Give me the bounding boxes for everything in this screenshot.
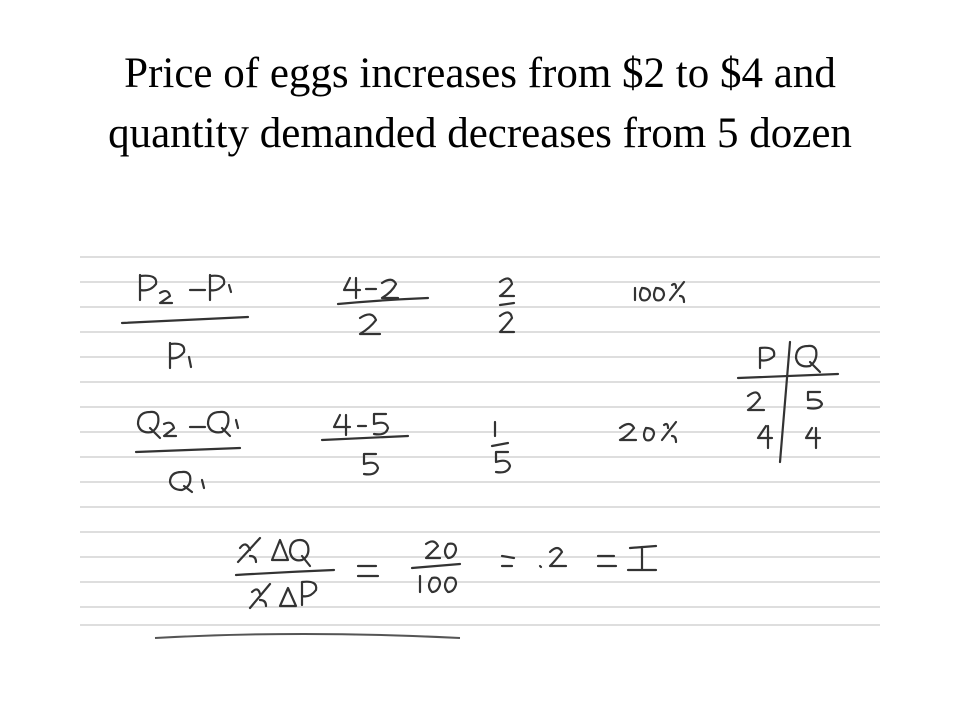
slide-title-line-2: quantity demanded decreases from 5 dozen [108,110,852,157]
quantity-change-formula [136,412,240,492]
quantity-change-substitution [322,414,408,474]
elasticity-formula [236,538,334,608]
price-quantity-table [738,342,838,462]
price-change-result [635,282,684,302]
elasticity-classification [628,546,656,570]
quantity-change-simplified [492,422,510,472]
slide-title-line-1: Price of eggs increases from $2 to $4 and [124,50,836,97]
elasticity-equals-1 [358,566,378,576]
notebook-ruled-lines [80,257,880,638]
price-change-substitution [338,278,428,334]
elasticity-fraction [412,541,460,592]
price-change-formula [122,275,248,368]
price-change-simplified [500,278,514,332]
